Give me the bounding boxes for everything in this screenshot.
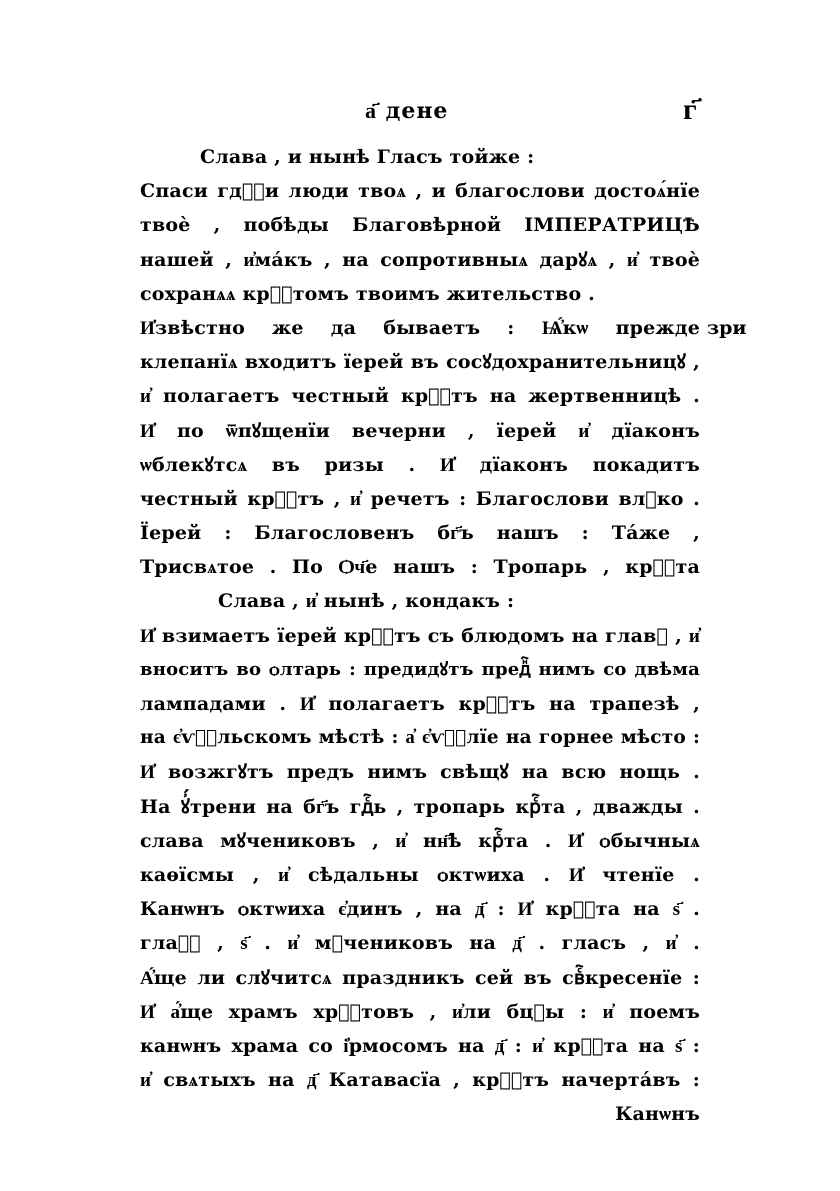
text-line: глаⷭ҇ , ѕ҃ . и҆ мꙋчениковъ на д҃ . гласъ , и҆ . <box>140 932 700 955</box>
text-line: И҆звѣстно же да бываетъ : Ѩ҆́кѡ прежде <box>140 316 700 339</box>
text-line: Слава , и҆ нынѣ , кондакъ : <box>218 590 515 613</box>
text-line: Їерей : Благословенъ бг҃ъ нашъ : Та́же , <box>140 522 700 545</box>
catchword: Канѡнъ <box>615 1103 700 1126</box>
text-line: честный крⷭ҇тъ , и҆ речетъ : Благослови влⷣко . <box>140 487 700 510</box>
text-line: твоѐ , побѣды Благовѣрной ІМПЕРАТРИЦѢ <box>140 214 700 237</box>
text-line: лампадами . И҆ полагаетъ крⷭ҇тъ на трапезѣ , <box>140 693 700 715</box>
text-line: А҆́ще ли слꙋчитсѧ праздникъ сей въ свⷭ҇кресенїе : <box>140 966 700 989</box>
text-line: И҆ взимаетъ їерей крⷭ҇тъ съ блюдомъ на главꙋ , и҆ <box>140 624 700 647</box>
text-line: на є҆ѵⷢ҇льскомъ мѣстѣ : а҆ є҆ѵⷢ҇лїе на горнее мѣсто : <box>140 727 700 749</box>
text-line: Трисвѧтое . По Ѻч҃е нашъ : Тропарь , крⷭ҇та <box>140 556 700 579</box>
page-header <box>0 92 840 132</box>
text-line: нашей , и҆ма́къ , на сопротивныѧ дарꙋѧ , и҆ твоѐ <box>140 248 700 271</box>
text-body <box>140 140 700 1131</box>
text-line: Канѡнъ ѻктѡиха є҆динъ , на д҃ : И҆ крⷭ҇та на ѕ҃ . <box>140 898 700 921</box>
text-line: На ꙋ҆́трени на бг҃ъ гдⷭ҇ь , тропарь крⷭ҇та , дважды . <box>140 795 700 818</box>
text-line: сохранѧѧ крⷭ҇томъ твоимъ жительство . <box>140 282 595 305</box>
folio-number: г҃ <box>683 92 697 127</box>
running-title: а҃ дене <box>365 98 449 124</box>
text-line: Слава , и нынѣ Гласъ тойже : <box>200 146 535 168</box>
text-line: клепанїѧ входитъ їерей въ сосꙋдохранительницꙋ , <box>140 351 700 374</box>
text-line: канѡнъ храма со і҆рмосомъ на д҃ : и҆ крⷭ҇та на ѕ҃ : <box>140 1034 700 1057</box>
text-line: Спаси гдⷭ҇и люди твоѧ , и благослови достоѧ́нїе <box>140 180 700 203</box>
text-line: И҆ а҆́ще храмъ хрⷭ҇товъ , и҆ли бцⷣы : и҆ поемъ <box>140 1000 700 1023</box>
text-line: И҆ по ѿпꙋщенїи вечерни , їерей и҆ дїаконъ <box>140 419 700 442</box>
text-line: и҆ полагаетъ честный крⷭ҇тъ на жертвенницѣ . <box>140 385 700 408</box>
text-line: и҆ свѧтыхъ на д҃ Катавасїа , крⷭ҇тъ начерта́въ : <box>140 1069 700 1092</box>
text-line: И҆ возжгꙋтъ предъ нимъ свѣщꙋ на всю нощь . <box>140 761 700 784</box>
text-line: каѳїсмы , и҆ сѣдальны ѻктѡиха . И҆ чтенїе . <box>140 863 700 886</box>
text-line: ѡблекꙋтсѧ въ ризы . И҆ дїаконъ покадитъ <box>140 453 700 476</box>
text-line: вноситъ во ѻлтарь : предидꙋтъ предⷩ҇ нимъ со двѣма <box>140 658 700 680</box>
margin-note: зри <box>707 317 747 339</box>
text-line: слава мꙋчениковъ , и҆ нн҃ѣ крⷭ҇та . И҆ ѻбычныѧ <box>140 829 700 852</box>
